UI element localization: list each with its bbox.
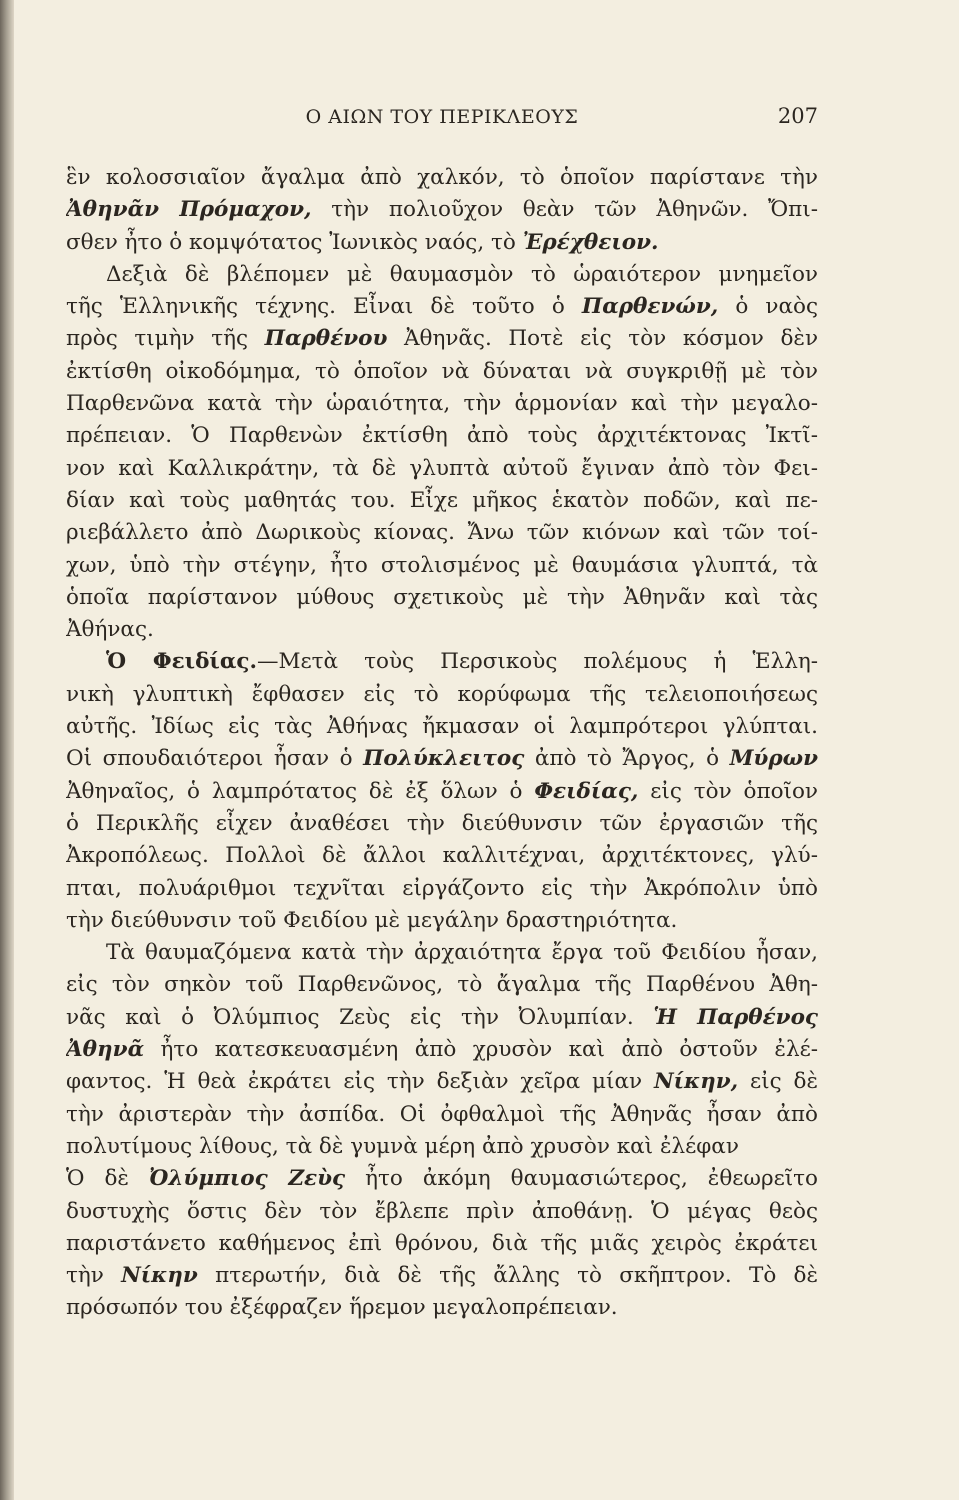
text-line bbox=[66, 162, 818, 194]
text-segment: αὐτῆς. Ἰδίως εἰς τὰς Ἀθήνας ἤκμασαν οἱ λαμπρότεροι γλύπται. bbox=[66, 714, 818, 740]
text-segment: ριεβάλλετο ἀπὸ Δωρικοὺς κίονας. Ἄνω τῶν κιόνων καὶ τῶν τοί- bbox=[66, 520, 818, 546]
emphasized-term: Νίκην bbox=[121, 1263, 198, 1289]
text-segment: φαντος. Ἡ θεὰ ἐκράτει εἰς τὴν δεξιὰν χεῖρα μίαν bbox=[66, 1069, 654, 1095]
page-binding-edge bbox=[0, 0, 14, 1500]
emphasized-term: Ἀθηνᾶν Πρόμαχον, bbox=[66, 197, 312, 223]
book-page bbox=[66, 100, 818, 1325]
text-line bbox=[66, 1066, 818, 1098]
emphasized-term: Ἐρέχθειον. bbox=[522, 229, 659, 255]
text-line bbox=[66, 679, 818, 711]
text-line bbox=[66, 227, 818, 259]
text-segment: ἓν κολοσσιαῖον ἄγαλμα ἀπὸ χαλκόν, τὸ ὁποῖον παρίστανε τὴν bbox=[66, 165, 818, 190]
text-segment: Ἀθηνᾶς. Ποτὲ εἰς τὸν κόσμον δὲν bbox=[387, 326, 818, 352]
text-segment: τὴν πολιοῦχον θεὰν τῶν Ἀθηνῶν. Ὄπι- bbox=[311, 197, 818, 223]
text-segment: Ἀκροπόλεως. Πολλοὶ δὲ ἄλλοι καλλιτέχναι, ἀρχιτέκτονες, γλύ- bbox=[66, 843, 818, 869]
text-segment: εἰς τὸν ὁποῖον bbox=[638, 778, 818, 804]
running-head bbox=[66, 100, 818, 140]
text-segment: τὴν bbox=[66, 1263, 122, 1289]
text-line bbox=[66, 485, 818, 517]
text-segment: ἦτο κατεσκευασμένη ἀπὸ χρυσὸν καὶ ἀπὸ ὀστοῦν ἐλέ- bbox=[144, 1037, 818, 1063]
text-line bbox=[66, 743, 818, 775]
text-line bbox=[66, 550, 818, 582]
text-segment: Παρθενῶνα κατὰ τὴν ὡραιότητα, τὴν ἁρμονίαν καὶ τὴν μεγαλο- bbox=[66, 391, 818, 417]
text-segment: σθεν ἦτο ὁ κομψότατος Ἰωνικὸς ναός, τὸ bbox=[66, 229, 523, 255]
emphasized-term: Ἀθηνᾶ bbox=[66, 1037, 145, 1063]
text-line bbox=[66, 1292, 818, 1324]
page-number: 207 bbox=[777, 104, 818, 128]
text-segment: ἦτο ἀκόμη θαυμασιώτερος, ἐθεωρεῖτο bbox=[345, 1166, 818, 1192]
text-line bbox=[66, 969, 818, 1001]
text-line bbox=[66, 388, 818, 420]
text-segment: πται, πολυάριθμοι τεχνῖται εἰργάζοντο εἰς τὴν Ἀκρόπολιν ὑπὸ bbox=[66, 875, 818, 901]
text-segment: νικὴ γλυπτικὴ ἔφθασεν εἰς τὸ κορύφωμα τῆς τελειοποιήσεως bbox=[66, 681, 818, 707]
text-line bbox=[66, 905, 818, 937]
text-segment: δυστυχὴς ὅστις δὲν τὸν ἔβλεπε πρὶν ἀποθάνῃ. Ὁ μέγας θεὸς bbox=[66, 1198, 818, 1224]
text-line bbox=[66, 1260, 818, 1292]
emphasized-term: Μύρων bbox=[729, 746, 818, 772]
text-line bbox=[66, 194, 818, 226]
text-segment: ὁποῖα παρίστανον μύθους σχετικοὺς μὲ τὴν Ἀθηνᾶν καὶ τὰς bbox=[66, 584, 818, 610]
text-segment: εἰς τὸν σηκὸν τοῦ Παρθενῶνος, τὸ ἄγαλμα τῆς Παρθένου Ἀθη- bbox=[66, 972, 818, 998]
text-line bbox=[66, 1196, 818, 1228]
text-line bbox=[66, 517, 818, 549]
text-segment: ἀπὸ τὸ Ἄργος, ὁ bbox=[524, 746, 730, 772]
text-segment: ὁ ναὸς bbox=[718, 294, 818, 320]
text-line bbox=[66, 1099, 818, 1131]
text-segment: Ἀθηναῖος, ὁ λαμπρότατος δὲ ἐξ ὅλων ὁ bbox=[66, 778, 535, 804]
text-segment: τῆς Ἑλληνικῆς τέχνης. Εἶναι δὲ τοῦτο ὁ bbox=[66, 294, 582, 320]
emphasized-term: Φειδίας, bbox=[534, 778, 639, 804]
text-line bbox=[66, 356, 818, 388]
text-line bbox=[66, 291, 818, 323]
text-segment: εἰς δὲ bbox=[738, 1069, 818, 1095]
running-title: Ο ΑΙΩΝ ΤΟΥ ΠΕΡΙΚΛΕΟΥΣ bbox=[305, 106, 579, 128]
text-line bbox=[66, 323, 818, 355]
text-line bbox=[66, 420, 818, 452]
text-line bbox=[66, 453, 818, 485]
text-line bbox=[66, 873, 818, 905]
text-segment: πτερωτήν, διὰ δὲ τῆς ἄλλης τὸ σκῆπτρον. Τὸ δὲ bbox=[197, 1263, 818, 1289]
text-segment: Οἱ σπουδαιότεροι ἦσαν ὁ bbox=[66, 746, 364, 772]
text-line bbox=[66, 776, 818, 808]
text-line bbox=[66, 1034, 818, 1066]
text-segment: χων, ὑπὸ τὴν στέγην, ἦτο στολισμένος μὲ θαυμάσια γλυπτά, τὰ bbox=[66, 552, 818, 578]
text-segment: πρόσωπόν του ἐξέφραζεν ἥρεμον μεγαλοπρέπειαν. bbox=[66, 1295, 618, 1321]
text-line bbox=[66, 1002, 818, 1034]
text-segment: ἐκτίσθη οἰκοδόμημα, τὸ ὁποῖον νὰ δύναται νὰ συγκριθῇ μὲ τὸν bbox=[66, 358, 818, 384]
text-segment: Ἀθήνας. bbox=[66, 617, 154, 643]
text-segment: παριστάνετο καθήμενος ἐπὶ θρόνου, διὰ τῆς μιᾶς χειρὸς ἐκράτει bbox=[66, 1230, 818, 1256]
text-line bbox=[66, 582, 818, 614]
text-segment: Ὁ δὲ bbox=[66, 1166, 149, 1192]
text-segment: πρέπειαν. Ὁ Παρθενὼν ἐκτίσθη ἀπὸ τοὺς ἀρχιτέκτονας Ἰκτῖ- bbox=[66, 423, 818, 449]
text-segment: τὴν διεύθυνσιν τοῦ Φειδίου μὲ μεγάλην δραστηριότητα. bbox=[66, 907, 678, 933]
emphasized-term: Πολύκλειτος bbox=[363, 746, 525, 772]
text-line bbox=[66, 1228, 818, 1260]
text-line bbox=[66, 1131, 818, 1163]
text-segment: νᾶς καὶ ὁ Ὀλύμπιος Ζεὺς εἰς τὴν Ὀλυμπίαν. bbox=[66, 1004, 654, 1030]
emphasized-term: Νίκην, bbox=[653, 1069, 739, 1095]
text-line bbox=[66, 808, 818, 840]
text-line bbox=[66, 646, 818, 678]
text-line bbox=[66, 840, 818, 872]
text-segment: —Μετὰ τοὺς Περσικοὺς πολέμους ἡ Ἑλλη- bbox=[256, 649, 818, 675]
text-segment: δίαν καὶ τοὺς μαθητάς του. Εἶχε μῆκος ἑκατὸν ποδῶν, καὶ πε- bbox=[66, 487, 818, 513]
text-segment: νον καὶ Καλλικράτην, τὰ δὲ γλυπτὰ αὐτοῦ ἔγιναν ἀπὸ τὸν Φει- bbox=[66, 455, 818, 481]
text-segment: Τὰ θαυμαζόμενα κατὰ τὴν ἀρχαιότητα ἔργα τοῦ Φειδίου ἦσαν, bbox=[106, 940, 818, 966]
text-line bbox=[66, 1163, 818, 1195]
section-heading: Ὁ Φειδίας. bbox=[106, 649, 257, 675]
text-segment: Δεξιὰ δὲ βλέπομεν μὲ θαυμασμὸν τὸ ὡραιότερον μνημεῖον bbox=[106, 261, 818, 287]
text-line bbox=[66, 259, 818, 291]
text-segment: τὴν ἀριστερὰν τὴν ἀσπίδα. Οἱ ὀφθαλμοὶ τῆς Ἀθηνᾶς ἦσαν ἀπὸ bbox=[66, 1101, 818, 1127]
emphasized-term: Παρθένου bbox=[264, 326, 388, 352]
text-segment: ὁ Περικλῆς εἶχεν ἀναθέσει τὴν διεύθυνσιν τῶν ἐργασιῶν τῆς bbox=[66, 810, 818, 836]
text-line bbox=[66, 711, 818, 743]
text-segment: πρὸς τιμὴν τῆς bbox=[66, 326, 265, 352]
emphasized-term: Ἡ Παρθένος bbox=[653, 1004, 818, 1030]
text-line bbox=[66, 937, 818, 969]
emphasized-term: Παρθενών, bbox=[581, 294, 719, 320]
emphasized-term: Ὀλύμπιος Ζεὺς bbox=[149, 1166, 346, 1192]
text-body bbox=[66, 162, 818, 1325]
text-segment: πολυτίμους λίθους, τὰ δὲ γυμνὰ μέρη ἀπὸ χρυσὸν καὶ ἐλέφαν bbox=[66, 1133, 739, 1159]
text-line bbox=[66, 614, 818, 646]
